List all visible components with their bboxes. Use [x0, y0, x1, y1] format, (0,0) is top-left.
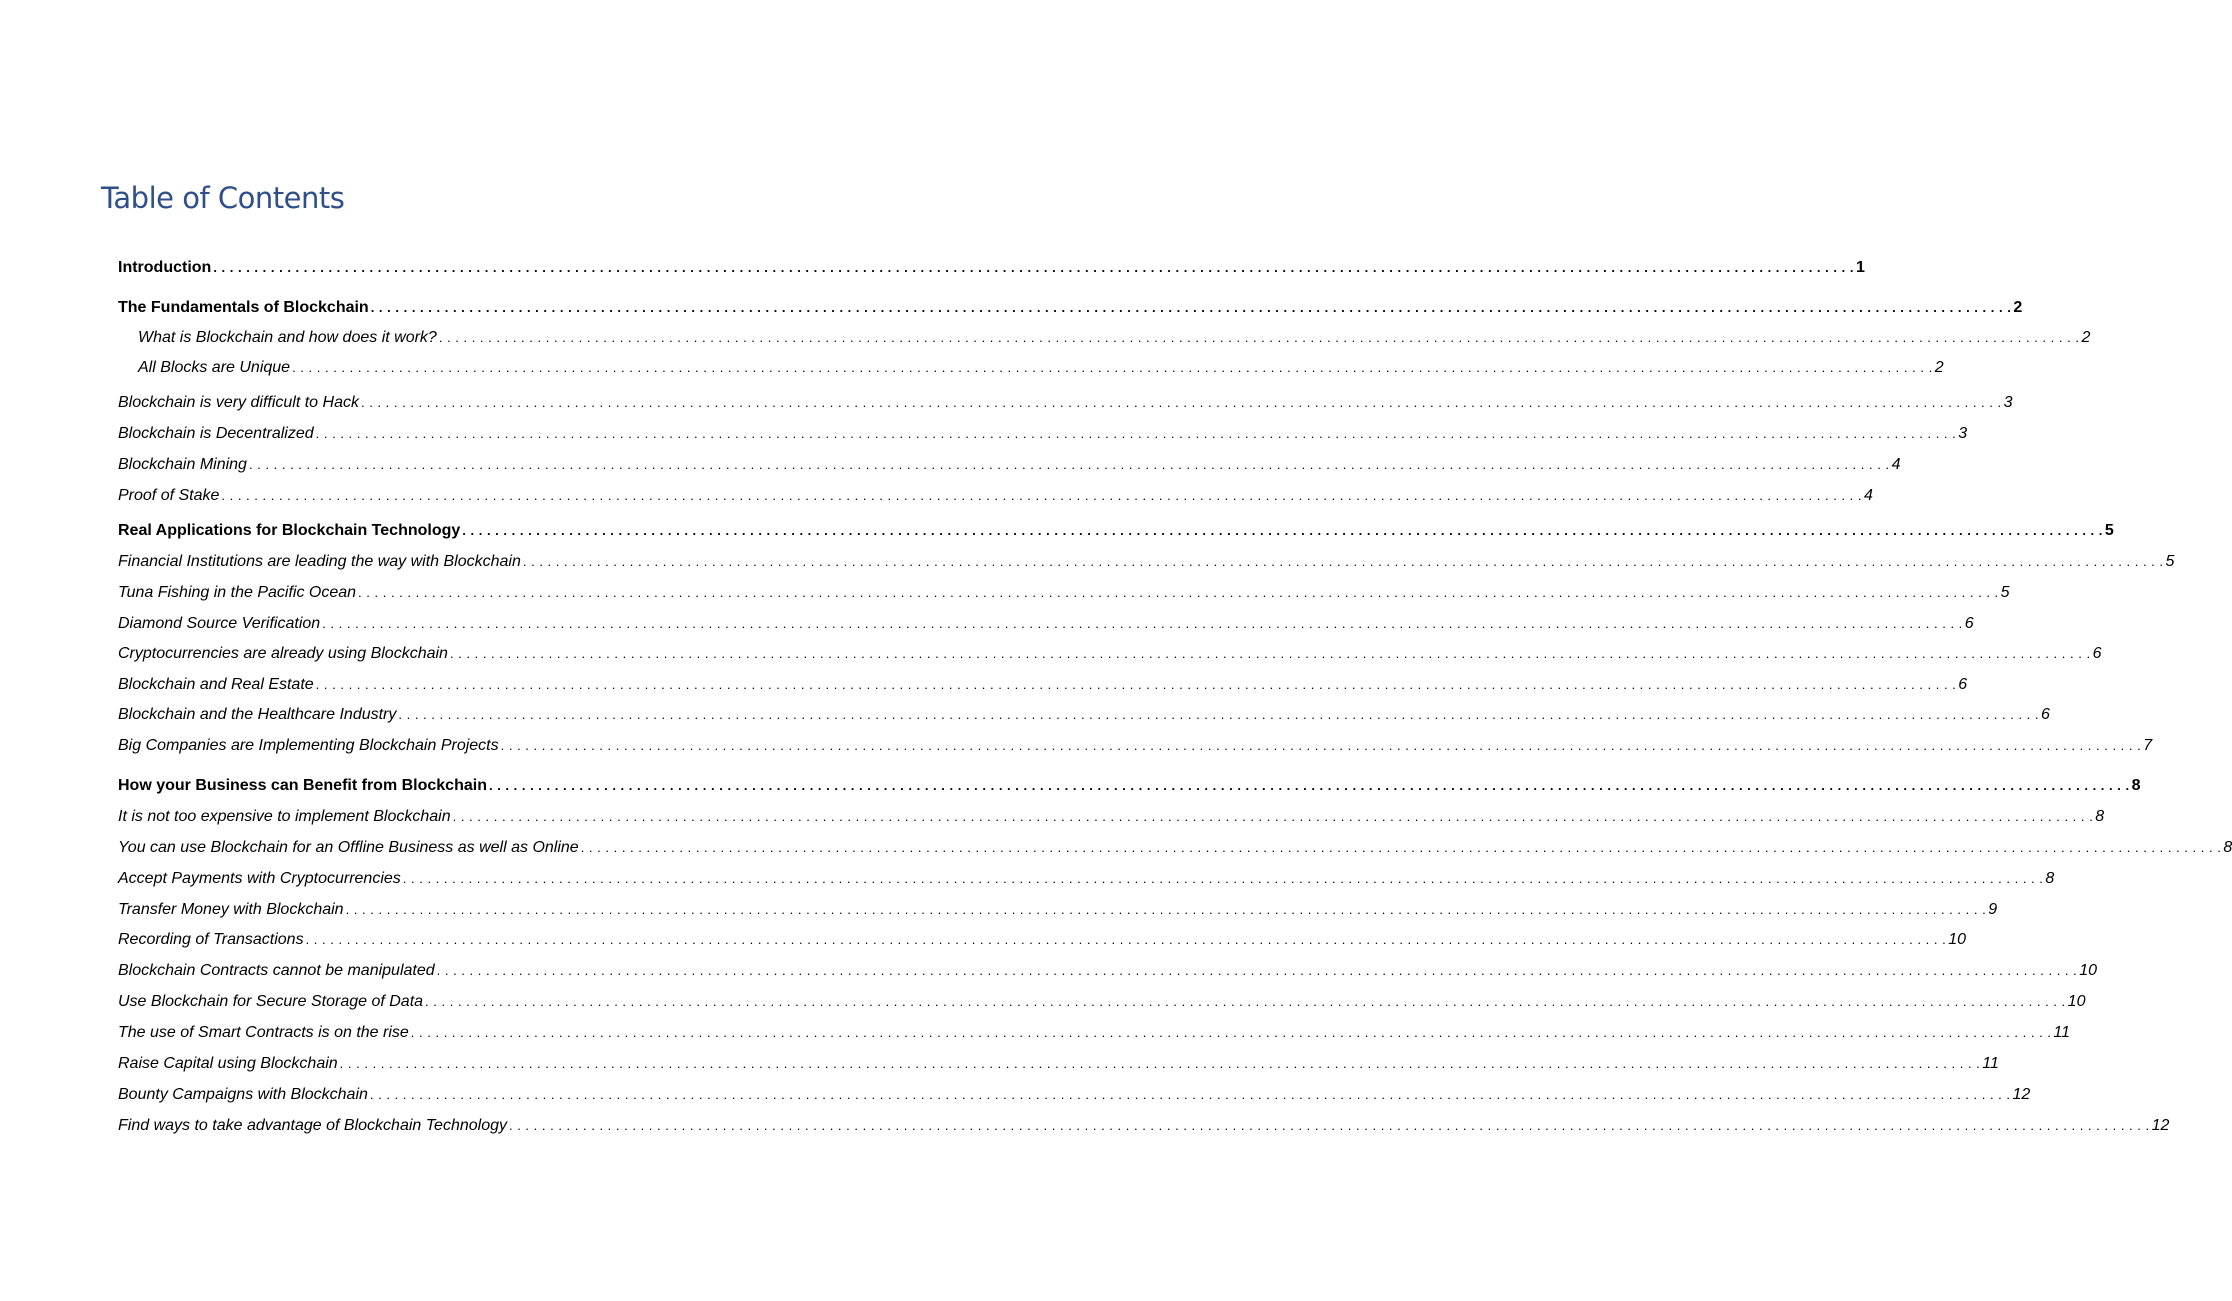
toc-entry-label: Blockchain is Decentralized [118, 425, 314, 442]
toc-entry[interactable] [118, 992, 2086, 1012]
dot-leader: . . . . . . . . . . . . . . . . . . . . . . . . . . . . . . . . . . . . . . . . . . . . . . . . . . . . . . . . . . . . . . . . . . . . . . . . . . . . . . . . . . . . . . . . . . . . . . . . . . . . . . . . . . . . . . . . . . . . . . . . . . . . . . . . . . . . . . . . . . . . . . . . . . . . . . . . . . . . . . . . . . . . . . . . . . . . . . . . . . . . . . . . . . . . . . . . . . . . . . . . [438, 330, 2080, 345]
toc-entry[interactable] [118, 455, 1901, 475]
toc-page-number: 10 [2067, 993, 2086, 1010]
dot-leader: . . . . . . . . . . . . . . . . . . . . . . . . . . . . . . . . . . . . . . . . . . . . . . . . . . . . . . . . . . . . . . . . . . . . . . . . . . . . . . . . . . . . . . . . . . . . . . . . . . . . . . . . . . . . . . . . . . . . . . . . . . . . . . . . . . . . . . . . . . . . . . . . . . . . . . . . . . . . . . . . . . . . . . . . . . . . . . . . . . . . . . . . . . . . . . . . . . . . . . . . [452, 809, 2094, 824]
toc-page-number: 5 [2000, 584, 2010, 601]
toc-entry[interactable] [118, 1116, 2170, 1136]
toc-page-number: 12 [2012, 1086, 2031, 1103]
toc-entry-label: Financial Institutions are leading the way with Blockchain [118, 553, 521, 570]
toc-page-number: 10 [1948, 931, 1966, 948]
toc-entry-label: Blockchain and the Healthcare Industry [118, 706, 397, 723]
dot-leader: . . . . . . . . . . . . . . . . . . . . . . . . . . . . . . . . . . . . . . . . . . . . . . . . . . . . . . . . . . . . . . . . . . . . . . . . . . . . . . . . . . . . . . . . . . . . . . . . . . . . . . . . . . . . . . . . . . . . . . . . . . . . . . . . . . . . . . . . . . . . . . . . . . . . . . . . . . . . . . . . . . . . . . . . . . . . . . . . . . . . . . . . . . . . . . . . . . . . . . . . [369, 1087, 2011, 1102]
toc-entry[interactable] [118, 486, 1873, 506]
toc-page-number: 3 [2003, 394, 2013, 411]
toc-page-number: 6 [2041, 706, 2050, 723]
toc-entry[interactable] [118, 838, 2232, 858]
toc-entry[interactable] [118, 298, 2023, 318]
toc-entry-label: Blockchain Mining [118, 456, 247, 473]
dot-leader: . . . . . . . . . . . . . . . . . . . . . . . . . . . . . . . . . . . . . . . . . . . . . . . . . . . . . . . . . . . . . . . . . . . . . . . . . . . . . . . . . . . . . . . . . . . . . . . . . . . . . . . . . . . . . . . . . . . . . . . . . . . . . . . . . . . . . . . . . . . . . . . . . . . . . . . . . . . . . . . . . . . . . . . . . . . . . . . . . . . . . . . . . . . . . . . . . . . . . . . . [508, 1118, 2150, 1133]
dot-leader: . . . . . . . . . . . . . . . . . . . . . . . . . . . . . . . . . . . . . . . . . . . . . . . . . . . . . . . . . . . . . . . . . . . . . . . . . . . . . . . . . . . . . . . . . . . . . . . . . . . . . . . . . . . . . . . . . . . . . . . . . . . . . . . . . . . . . . . . . . . . . . . . . . . . . . . . . . . . . . . . . . . . . . . . . . . . . . . . . . . . . . . . . . . . . . . . . . . . . . . . [322, 616, 1963, 631]
toc-entry-label: Transfer Money with Blockchain [118, 901, 344, 918]
toc-entry[interactable] [118, 614, 1974, 634]
toc-entry-label: Cryptocurrencies are already using Blockchain [118, 645, 448, 662]
dot-leader: . . . . . . . . . . . . . . . . . . . . . . . . . . . . . . . . . . . . . . . . . . . . . . . . . . . . . . . . . . . . . . . . . . . . . . . . . . . . . . . . . . . . . . . . . . . . . . . . . . . . . . . . . . . . . . . . . . . . . . . . . . . . . . . . . . . . . . . . . . . . . . . . . . . . . . . . . . . . . . . . . . . . . . . . . . . . . . . . . . . . . . . . . . . . . . . . . . . . . . . . [315, 677, 1957, 692]
toc-entry-label: You can use Blockchain for an Offline Business as well as Online [118, 839, 579, 856]
toc-entry[interactable] [118, 1085, 2031, 1105]
toc-page-number: 8 [2095, 808, 2105, 825]
toc-entry[interactable] [118, 736, 2153, 756]
dot-leader: . . . . . . . . . . . . . . . . . . . . . . . . . . . . . . . . . . . . . . . . . . . . . . . . . . . . . . . . . . . . . . . . . . . . . . . . . . . . . . . . . . . . . . . . . . . . . . . . . . . . . . . . . . . . . . . . . . . . . . . . . . . . . . . . . . . . . . . . . . . . . . . . . . . . . . . . . . . . . . . . . . . . . . . . . . . . . . . . . . . . . . . . . . . . . . . . . . . . . . . . [398, 707, 2040, 722]
toc-page-number: 5 [2165, 553, 2175, 570]
toc-page-number: 6 [1958, 676, 1968, 693]
toc-entry-label: All Blocks are Unique [138, 359, 291, 376]
toc-entry[interactable] [118, 521, 2114, 541]
toc-entry-label: Blockchain Contracts cannot be manipulated [118, 962, 435, 979]
dot-leader: . . . . . . . . . . . . . . . . . . . . . . . . . . . . . . . . . . . . . . . . . . . . . . . . . . . . . . . . . . . . . . . . . . . . . . . . . . . . . . . . . . . . . . . . . . . . . . . . . . . . . . . . . . . . . . . . . . . . . . . . . . . . . . . . . . . . . . . . . . . . . . . . . . . . . . . . . . . . . . . . . . . . . . . . . . . . . . . . . . . . . . . . . . . . . . . . . . . . . . . . [488, 778, 2130, 793]
toc-page-number: 2 [2013, 299, 2023, 316]
toc-page-number: 2 [1934, 359, 1944, 376]
toc-entry-label: Raise Capital using Blockchain [118, 1055, 338, 1072]
toc-page-number: 11 [1982, 1055, 1999, 1072]
toc-page-number: 9 [1988, 901, 1998, 918]
dot-leader: . . . . . . . . . . . . . . . . . . . . . . . . . . . . . . . . . . . . . . . . . . . . . . . . . . . . . . . . . . . . . . . . . . . . . . . . . . . . . . . . . . . . . . . . . . . . . . . . . . . . . . . . . . . . . . . . . . . . . . . . . . . . . . . . . . . . . . . . . . . . . . . . . . . . . . . . . . . . . . . . . . . . . . . . . . . . . . . . . . . . . . . . . . . . . . . . . . . . . . . . [292, 360, 1933, 375]
page-title: Table of Contents [101, 181, 345, 215]
toc-page-number: 4 [1891, 456, 1901, 473]
toc-entry-label: Tuna Fishing in the Pacific Ocean [118, 584, 357, 601]
toc-entry-label: Bounty Campaigns with Blockchain [118, 1086, 368, 1103]
toc-entry-label: Use Blockchain for Secure Storage of Data [118, 993, 424, 1010]
dot-leader: . . . . . . . . . . . . . . . . . . . . . . . . . . . . . . . . . . . . . . . . . . . . . . . . . . . . . . . . . . . . . . . . . . . . . . . . . . . . . . . . . . . . . . . . . . . . . . . . . . . . . . . . . . . . . . . . . . . . . . . . . . . . . . . . . . . . . . . . . . . . . . . . . . . . . . . . . . . . . . . . . . . . . . . . . . . . . . . . . . . . . . . . . . . . . . . . . . . . . . . . [315, 426, 1957, 441]
dot-leader: . . . . . . . . . . . . . . . . . . . . . . . . . . . . . . . . . . . . . . . . . . . . . . . . . . . . . . . . . . . . . . . . . . . . . . . . . . . . . . . . . . . . . . . . . . . . . . . . . . . . . . . . . . . . . . . . . . . . . . . . . . . . . . . . . . . . . . . . . . . . . . . . . . . . . . . . . . . . . . . . . . . . . . . . . . . . . . . . . . . . . . . . . . . . . . . . . . . . . . . . [449, 646, 2091, 661]
toc-entry-label: Diamond Source Verification [118, 615, 321, 632]
toc-entry-label: Blockchain is very difficult to Hack [118, 394, 359, 411]
toc-page-number: 1 [1855, 259, 1865, 276]
toc-page-number: 2 [2081, 329, 2091, 346]
toc-entry[interactable] [118, 552, 2175, 572]
dot-leader: . . . . . . . . . . . . . . . . . . . . . . . . . . . . . . . . . . . . . . . . . . . . . . . . . . . . . . . . . . . . . . . . . . . . . . . . . . . . . . . . . . . . . . . . . . . . . . . . . . . . . . . . . . . . . . . . . . . . . . . . . . . . . . . . . . . . . . . . . . . . . . . . . . . . . . . . . . . . . . . . . . . . . . . . . . . . . . . . . . . . . . . . . . . . . . . . . . . . . . . . [436, 963, 2078, 978]
toc-page-number: 7 [2143, 737, 2153, 754]
dot-leader: . . . . . . . . . . . . . . . . . . . . . . . . . . . . . . . . . . . . . . . . . . . . . . . . . . . . . . . . . . . . . . . . . . . . . . . . . . . . . . . . . . . . . . . . . . . . . . . . . . . . . . . . . . . . . . . . . . . . . . . . . . . . . . . . . . . . . . . . . . . . . . . . . . . . . . . . . . . . . . . . . . . . . . . . . . . . . . . . . . . . . . . . . . . . . . . . . . . . . . . . [580, 840, 2222, 855]
dot-leader: . . . . . . . . . . . . . . . . . . . . . . . . . . . . . . . . . . . . . . . . . . . . . . . . . . . . . . . . . . . . . . . . . . . . . . . . . . . . . . . . . . . . . . . . . . . . . . . . . . . . . . . . . . . . . . . . . . . . . . . . . . . . . . . . . . . . . . . . . . . . . . . . . . . . . . . . . . . . . . . . . . . . . . . . . . . . . . . . . . . . . . . . . . . . . . . . . . . . . . . . [370, 300, 2012, 315]
toc-page-number: 6 [1964, 615, 1974, 632]
dot-leader: . . . . . . . . . . . . . . . . . . . . . . . . . . . . . . . . . . . . . . . . . . . . . . . . . . . . . . . . . . . . . . . . . . . . . . . . . . . . . . . . . . . . . . . . . . . . . . . . . . . . . . . . . . . . . . . . . . . . . . . . . . . . . . . . . . . . . . . . . . . . . . . . . . . . . . . . . . . . . . . . . . . . . . . . . . . . . . . . . . . . . . . . . . . . . . . . . . . . . . . . [345, 902, 1987, 917]
toc-entry-label: Proof of Stake [118, 487, 220, 504]
toc-entry-label: Introduction [118, 259, 212, 276]
dot-leader: . . . . . . . . . . . . . . . . . . . . . . . . . . . . . . . . . . . . . . . . . . . . . . . . . . . . . . . . . . . . . . . . . . . . . . . . . . . . . . . . . . . . . . . . . . . . . . . . . . . . . . . . . . . . . . . . . . . . . . . . . . . . . . . . . . . . . . . . . . . . . . . . . . . . . . . . . . . . . . . . . . . . . . . . . . . . . . . . . . . . . . . . . . . . . . . . . . . . . . . . [522, 554, 2164, 569]
toc-entry-label: The use of Smart Contracts is on the rise [118, 1024, 409, 1041]
toc-entry[interactable] [118, 961, 2098, 981]
dot-leader: . . . . . . . . . . . . . . . . . . . . . . . . . . . . . . . . . . . . . . . . . . . . . . . . . . . . . . . . . . . . . . . . . . . . . . . . . . . . . . . . . . . . . . . . . . . . . . . . . . . . . . . . . . . . . . . . . . . . . . . . . . . . . . . . . . . . . . . . . . . . . . . . . . . . . . . . . . . . . . . . . . . . . . . . . . . . . . . . . . . . . . . . . . . . . . . . . . . . . . . . [462, 523, 2103, 538]
dot-leader: . . . . . . . . . . . . . . . . . . . . . . . . . . . . . . . . . . . . . . . . . . . . . . . . . . . . . . . . . . . . . . . . . . . . . . . . . . . . . . . . . . . . . . . . . . . . . . . . . . . . . . . . . . . . . . . . . . . . . . . . . . . . . . . . . . . . . . . . . . . . . . . . . . . . . . . . . . . . . . . . . . . . . . . . . . . . . . . . . . . . . . . . . . . . . . . . . . . . . . . . [358, 585, 1999, 600]
dot-leader: . . . . . . . . . . . . . . . . . . . . . . . . . . . . . . . . . . . . . . . . . . . . . . . . . . . . . . . . . . . . . . . . . . . . . . . . . . . . . . . . . . . . . . . . . . . . . . . . . . . . . . . . . . . . . . . . . . . . . . . . . . . . . . . . . . . . . . . . . . . . . . . . . . . . . . . . . . . . . . . . . . . . . . . . . . . . . . . . . . . . . . . . . . . . . . . . . . . . . . . . [221, 488, 1863, 503]
toc-entry[interactable] [118, 776, 2141, 796]
toc-page-number: 8 [2131, 777, 2141, 794]
dot-leader: . . . . . . . . . . . . . . . . . . . . . . . . . . . . . . . . . . . . . . . . . . . . . . . . . . . . . . . . . . . . . . . . . . . . . . . . . . . . . . . . . . . . . . . . . . . . . . . . . . . . . . . . . . . . . . . . . . . . . . . . . . . . . . . . . . . . . . . . . . . . . . . . . . . . . . . . . . . . . . . . . . . . . . . . . . . . . . . . . . . . . . . . . . . . . . . . . . . . . . . . [500, 738, 2142, 753]
toc-entry-label: Real Applications for Blockchain Technology [118, 522, 461, 539]
toc-entry[interactable] [118, 258, 1865, 278]
toc-page-number: 12 [2151, 1117, 2170, 1134]
toc-entry[interactable] [118, 583, 2010, 603]
dot-leader: . . . . . . . . . . . . . . . . . . . . . . . . . . . . . . . . . . . . . . . . . . . . . . . . . . . . . . . . . . . . . . . . . . . . . . . . . . . . . . . . . . . . . . . . . . . . . . . . . . . . . . . . . . . . . . . . . . . . . . . . . . . . . . . . . . . . . . . . . . . . . . . . . . . . . . . . . . . . . . . . . . . . . . . . . . . . . . . . . . . . . . . . . . . . . . . . . . . . . . . . [248, 457, 1890, 472]
toc-entry[interactable] [118, 393, 2013, 413]
dot-leader: . . . . . . . . . . . . . . . . . . . . . . . . . . . . . . . . . . . . . . . . . . . . . . . . . . . . . . . . . . . . . . . . . . . . . . . . . . . . . . . . . . . . . . . . . . . . . . . . . . . . . . . . . . . . . . . . . . . . . . . . . . . . . . . . . . . . . . . . . . . . . . . . . . . . . . . . . . . . . . . . . . . . . . . . . . . . . . . . . . . . . . . . . . . . . . . . . . . . . . . . [402, 871, 2044, 886]
toc-entry-label: Big Companies are Implementing Blockchain Projects [118, 737, 499, 754]
toc-entry[interactable] [118, 675, 1968, 695]
dot-leader: . . . . . . . . . . . . . . . . . . . . . . . . . . . . . . . . . . . . . . . . . . . . . . . . . . . . . . . . . . . . . . . . . . . . . . . . . . . . . . . . . . . . . . . . . . . . . . . . . . . . . . . . . . . . . . . . . . . . . . . . . . . . . . . . . . . . . . . . . . . . . . . . . . . . . . . . . . . . . . . . . . . . . . . . . . . . . . . . . . . . . . . . . . . . . . . . . . . . . . . . [360, 395, 2002, 410]
toc-page-number: 8 [2223, 839, 2232, 856]
toc-page-number: 5 [2104, 522, 2114, 539]
toc-entry-label: Blockchain and Real Estate [118, 676, 314, 693]
toc-entry[interactable] [118, 807, 2105, 827]
dot-leader: . . . . . . . . . . . . . . . . . . . . . . . . . . . . . . . . . . . . . . . . . . . . . . . . . . . . . . . . . . . . . . . . . . . . . . . . . . . . . . . . . . . . . . . . . . . . . . . . . . . . . . . . . . . . . . . . . . . . . . . . . . . . . . . . . . . . . . . . . . . . . . . . . . . . . . . . . . . . . . . . . . . . . . . . . . . . . . . . . . . . . . . . . . . . . . . . . . . . . . . . [410, 1025, 2052, 1040]
dot-leader: . . . . . . . . . . . . . . . . . . . . . . . . . . . . . . . . . . . . . . . . . . . . . . . . . . . . . . . . . . . . . . . . . . . . . . . . . . . . . . . . . . . . . . . . . . . . . . . . . . . . . . . . . . . . . . . . . . . . . . . . . . . . . . . . . . . . . . . . . . . . . . . . . . . . . . . . . . . . . . . . . . . . . . . . . . . . . . . . . . . . . . . . . . . . . . . . . . . . . . . . [425, 994, 2066, 1009]
toc-entry-label: How your Business can Benefit from Blockchain [118, 777, 487, 794]
toc-entry[interactable] [118, 900, 1998, 920]
toc-entry-label: It is not too expensive to implement Blockchain [118, 808, 451, 825]
toc-page-number: 11 [2053, 1024, 2071, 1041]
toc-entry[interactable] [118, 1023, 2071, 1043]
dot-leader: . . . . . . . . . . . . . . . . . . . . . . . . . . . . . . . . . . . . . . . . . . . . . . . . . . . . . . . . . . . . . . . . . . . . . . . . . . . . . . . . . . . . . . . . . . . . . . . . . . . . . . . . . . . . . . . . . . . . . . . . . . . . . . . . . . . . . . . . . . . . . . . . . . . . . . . . . . . . . . . . . . . . . . . . . . . . . . . . . . . . . . . . . . . . . . . . . . . . . . . . [305, 932, 1947, 947]
toc-page-number: 10 [2079, 962, 2098, 979]
toc-entry-label: Recording of Transactions [118, 931, 304, 948]
toc-entry[interactable] [118, 705, 2050, 725]
toc-entry-label: Accept Payments with Cryptocurrencies [118, 870, 401, 887]
toc-page-number: 4 [1864, 487, 1873, 504]
toc-entry[interactable] [138, 328, 2091, 348]
toc-page-number: 6 [2092, 645, 2102, 662]
dot-leader: . . . . . . . . . . . . . . . . . . . . . . . . . . . . . . . . . . . . . . . . . . . . . . . . . . . . . . . . . . . . . . . . . . . . . . . . . . . . . . . . . . . . . . . . . . . . . . . . . . . . . . . . . . . . . . . . . . . . . . . . . . . . . . . . . . . . . . . . . . . . . . . . . . . . . . . . . . . . . . . . . . . . . . . . . . . . . . . . . . . . . . . . . . . . . . . . . . . . . . . . [213, 260, 1854, 275]
toc-entry[interactable] [118, 644, 2102, 664]
toc-entry-label: The Fundamentals of Blockchain [118, 299, 369, 316]
toc-page-number: 3 [1958, 425, 1968, 442]
toc-entry[interactable] [118, 869, 2055, 889]
toc-entry[interactable] [138, 358, 1944, 378]
toc-entry[interactable] [118, 930, 1966, 950]
toc-entry-label: Find ways to take advantage of Blockchain Technology [118, 1117, 507, 1134]
toc-entry[interactable] [118, 424, 1968, 444]
toc-entry[interactable] [118, 1054, 1999, 1074]
toc-entry-label: What is Blockchain and how does it work? [138, 329, 437, 346]
dot-leader: . . . . . . . . . . . . . . . . . . . . . . . . . . . . . . . . . . . . . . . . . . . . . . . . . . . . . . . . . . . . . . . . . . . . . . . . . . . . . . . . . . . . . . . . . . . . . . . . . . . . . . . . . . . . . . . . . . . . . . . . . . . . . . . . . . . . . . . . . . . . . . . . . . . . . . . . . . . . . . . . . . . . . . . . . . . . . . . . . . . . . . . . . . . . . . . . . . . . . . . . [339, 1056, 1981, 1071]
toc-page-number: 8 [2045, 870, 2055, 887]
